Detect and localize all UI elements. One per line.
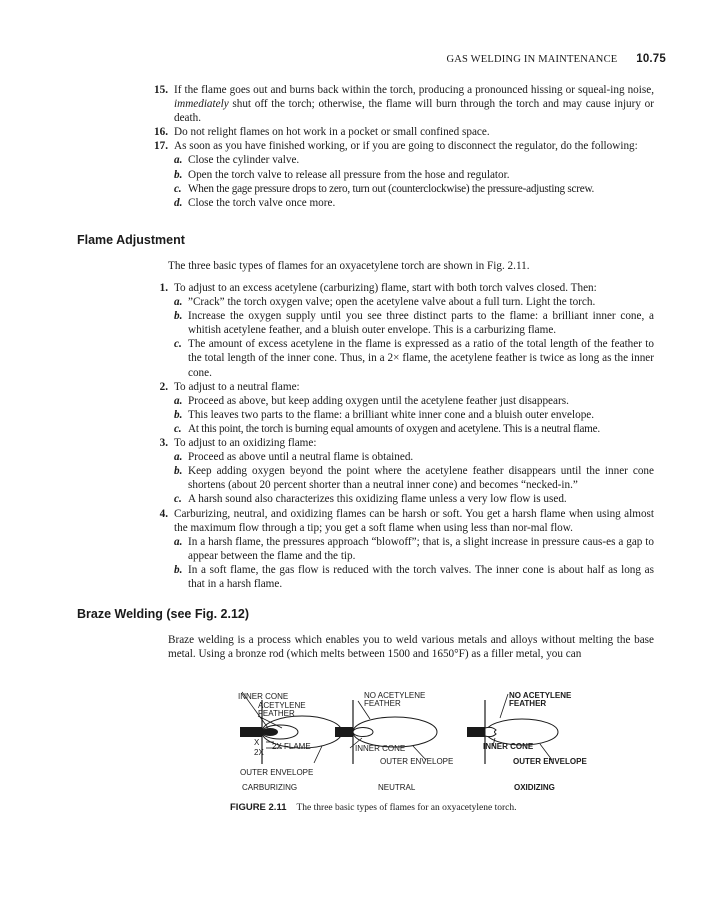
no-feather-leader — [500, 694, 508, 718]
list-item — [146, 83, 654, 125]
no-feather-label: FEATHER — [509, 699, 547, 708]
sub-item: c. The amount of excess acetylene in the flame is expressed as a ratio of the total length of the feather to the total length of the inner cone. Thus, in a 2× flame, the acetylene feather is twice as long as the inner cone. — [174, 338, 654, 379]
item-text: To adjust to an oxidizing flame: — [174, 437, 317, 450]
sub-item: c. When the gage pressure drops to zero, turn out (counterclockwise) the pressure-adjusting screw. — [174, 182, 595, 195]
flame-adjustment-list — [146, 281, 654, 591]
sub-item: b. Open the torch valve to release all pressure from the hose and regulator. — [174, 168, 510, 181]
inner-cone-shape — [262, 728, 278, 736]
neutral-flame-diagram — [335, 691, 453, 791]
inner-cone-shape — [485, 727, 496, 736]
carburizing-flame-diagram — [238, 692, 342, 791]
list-item — [146, 380, 654, 436]
item-number: 15. — [154, 84, 168, 96]
outer-envelope-label: OUTER ENVELOPE — [513, 757, 587, 766]
sub-item: b. In a soft flame, the gas flow is reduced with the torch valves. The inner cone is about half as long as that in a harsh flame. — [174, 563, 654, 590]
sub-item: a. Proceed as above, but keep adding oxygen until the acetylene feather just disappears. — [174, 394, 569, 407]
oxidizing-flame-diagram — [467, 691, 587, 791]
emphasis-text: immediately — [174, 98, 229, 111]
list-item — [146, 139, 654, 209]
item-number: 3. — [159, 437, 168, 450]
safety-steps-list — [146, 83, 654, 210]
sub-item: a. ”Crack” the torch oxygen valve; open the acetylene valve about a full turn. Light the torch. — [174, 296, 596, 309]
sub-item: d. Close the torch valve once more. — [174, 196, 336, 209]
inner-cone-label: INNER CONE — [355, 744, 406, 753]
outer-envelope-leader — [314, 746, 322, 763]
x-label: X — [254, 738, 260, 747]
figure-label: FIGURE 2.11 — [230, 802, 287, 813]
figure-caption — [230, 802, 517, 813]
outer-envelope-label: OUTER ENVELOPE — [240, 768, 314, 777]
section-heading-flame-adjustment: Flame Adjustment — [77, 233, 185, 247]
item-number: 2. — [159, 380, 168, 393]
list-item — [146, 125, 654, 139]
no-acetylene-label: NO ACETYLENE — [509, 691, 572, 700]
flame-diagram — [230, 686, 630, 791]
sub-item: c. At this point, the torch is burning equal amounts of oxygen and acetylene. This is a neutral flame. — [174, 422, 600, 435]
inner-cone-label: INNER CONE — [483, 742, 534, 751]
torch-tip — [335, 727, 353, 737]
sub-item: b. Keep adding oxygen beyond the point where the acetylene feather disappears until the inner cone shortens (about 20 percent shorter than a neutral inner cone) and becomes “necked-in.” — [174, 465, 654, 492]
braze-welding-paragraph: Braze welding is a process which enables you to weld various metals and alloys without melting the base metal. Using a bronze rod (which melts between 1500 and 1650°F) as a filler metal, you can — [168, 634, 654, 661]
item-number: 17. — [154, 140, 168, 153]
torch-tip — [240, 727, 262, 737]
list-item — [146, 281, 654, 380]
item-number: 16. — [154, 126, 168, 139]
sub-item: b. Increase the oxygen supply until you see three distinct parts to the flame: a brilliant inner cone, a whitish acetylene feather, and a bluish outer envelope. This is a carburizing flame. — [174, 310, 654, 337]
list-item — [146, 507, 654, 592]
list-item — [146, 436, 654, 506]
item-number: 4. — [159, 507, 168, 520]
inner-cone-shape — [353, 728, 373, 737]
2x-label: 2X — [254, 748, 264, 757]
running-header — [446, 53, 666, 65]
item-text: If the flame goes out and burns back within the torch, producing a pronounced hissing or squeal-ing noise, immediately shut off the torch; otherwise, the flame will burn through the torch and may cause injury or death. — [174, 84, 654, 125]
2x-flame-label: 2X FLAME — [272, 742, 311, 751]
carburizing-title: CARBURIZING — [242, 783, 298, 791]
sub-item: a. In a harsh flame, the pressures approach “blowoff”; that is, a slight increase in pressure caus-es a gap to appear between the flame and the tip. — [174, 535, 654, 562]
running-head-title: GAS WELDING IN MAINTENANCE — [446, 54, 618, 65]
sub-item: a. Proceed as above until a neutral flame is obtained. — [174, 451, 414, 464]
page-number: 10.75 — [636, 53, 666, 65]
item-text: To adjust to a neutral flame: — [174, 380, 300, 393]
outer-envelope-label: OUTER ENVELOPE — [380, 757, 454, 766]
feather-label: FEATHER — [258, 709, 295, 718]
section-intro: The three basic types of flames for an oxyacetylene torch are shown in Fig. 2.11. — [168, 260, 530, 272]
no-acetylene-label: NO ACETYLENE — [364, 691, 426, 700]
acetylene-label: ACETYLENE — [258, 701, 306, 710]
torch-tip — [467, 727, 485, 737]
item-text: Do not relight flames on hot work in a pocket or small confined space. — [174, 126, 490, 139]
section-heading-braze-welding: Braze Welding (see Fig. 2.12) — [77, 607, 250, 621]
sub-item: a. Close the cylinder valve. — [174, 154, 300, 167]
item-text: As soon as you have finished working, or if you are going to disconnect the regulator, do the following: — [174, 140, 638, 153]
no-feather-label: FEATHER — [364, 699, 401, 708]
item-text: Carburizing, neutral, and oxidizing flames can be harsh or soft. You get a harsh flame when using almost the maximum flow through a tip; you get a soft flame when using less than nor-mal flow. — [174, 507, 654, 534]
neutral-title: NEUTRAL — [378, 783, 416, 791]
flame-types-figure — [230, 686, 630, 791]
figure-caption-text: The three basic types of flames for an oxyacetylene torch. — [296, 803, 517, 813]
item-text: To adjust to an excess acetylene (carburizing) flame, start with both torch valves closed. Then: — [174, 282, 597, 294]
oxidizing-title: OXIDIZING — [514, 783, 555, 791]
sub-item: b. This leaves two parts to the flame: a brilliant white inner cone and a bluish outer envelope. — [174, 408, 595, 421]
sub-item: c. A harsh sound also characterizes this oxidizing flame unless a very low flow is used. — [174, 493, 567, 506]
inner-cone-label: INNER CONE — [238, 692, 289, 701]
item-number: 1. — [159, 282, 168, 294]
